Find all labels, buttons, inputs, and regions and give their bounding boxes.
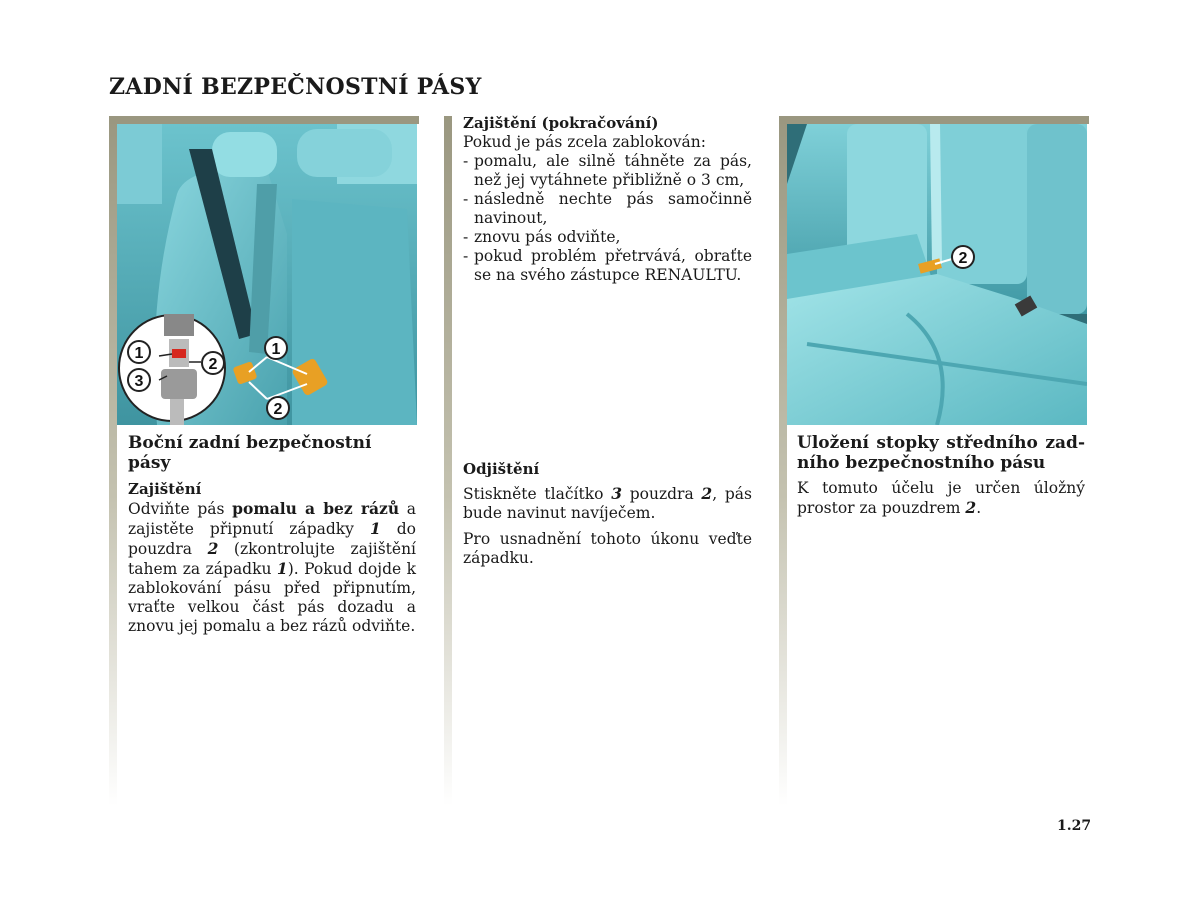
svg-text:1: 1: [271, 341, 281, 358]
fastening-paragraph: Odviňte pás pomalu a bez rázů a zajistěte připnutí západky 1 do pouzdra 2 (zkontrolujte zajištění tahem za západku 1). Pokud dojde k zablokování pásu před připnutím, vraťte velkou část pás dozadu a znovu jej pomalu a bez rázů odviňte.: [128, 499, 417, 635]
column-rule: [779, 116, 787, 806]
right-column: [779, 116, 1089, 806]
svg-text:1: 1: [134, 345, 144, 362]
column-top-bar: [109, 116, 419, 124]
page-title: ZADNÍ BEZPEČNOSTNÍ PÁSY: [109, 74, 482, 100]
svg-text:2: 2: [273, 401, 283, 418]
list-item: - znovu pás odviňte,: [463, 228, 752, 247]
instruction-list: [463, 152, 752, 285]
intro-text: Pokud je pás zcela zablokován:: [463, 133, 706, 151]
center-belt-storage-photo: [787, 124, 1087, 425]
middle-text: [463, 114, 752, 285]
callout-2-right: [267, 397, 289, 419]
callout-2-storage: [952, 246, 974, 268]
svg-text:3: 3: [134, 373, 144, 390]
list-item: - pokud problém přetrvává, obraťte se na svého zástupce RENAULTU.: [463, 247, 752, 285]
callout-2-left: [202, 352, 224, 374]
svg-text:2: 2: [958, 250, 968, 267]
center-seat-illustration: [787, 124, 1087, 425]
section-heading-center-belt: Uložení stopky středního zad- ního bezpečnostního pásu: [797, 433, 1085, 473]
column-rule: [444, 116, 452, 806]
subheading-unfastening: Odjištění: [463, 460, 540, 478]
right-text: [797, 433, 1085, 518]
list-item: - následně nechte pás samočinně navinout,: [463, 190, 752, 228]
heading-continued: Zajištění (pokračování): [463, 114, 659, 132]
page-number: 1.27: [1057, 818, 1092, 834]
list-item: - pomalu, ale silně táhněte za pás, než jej vytáhnete přibližně o 3 cm,: [463, 152, 752, 190]
callout-1-right: [265, 337, 287, 359]
left-text: [128, 433, 416, 636]
subheading-fastening: Zajištění: [128, 480, 202, 498]
rear-seat-belt-photo: [117, 124, 417, 425]
middle-text-unfastening: [463, 460, 752, 568]
svg-text:2: 2: [208, 356, 218, 373]
callout-1-left: [128, 341, 150, 363]
rear-seat-illustration: [117, 124, 417, 425]
section-heading-side-belts: Boční zadní bezpečnostní pásy: [128, 433, 372, 473]
tip-paragraph: Pro usnadnění tohoto úkonu veďte západku.: [463, 530, 752, 567]
callout-3-left: [128, 369, 150, 391]
storage-paragraph: K tomuto účelu je určen úložný prostor za pouzdrem 2.: [797, 479, 1085, 517]
middle-column: [444, 116, 754, 806]
left-column: [109, 116, 419, 806]
unfastening-paragraph: Stiskněte tlačítko 3 pouzdra 2, pás bude navinut navíječem.: [463, 484, 752, 522]
column-top-bar: [779, 116, 1089, 124]
column-rule: [109, 116, 117, 806]
